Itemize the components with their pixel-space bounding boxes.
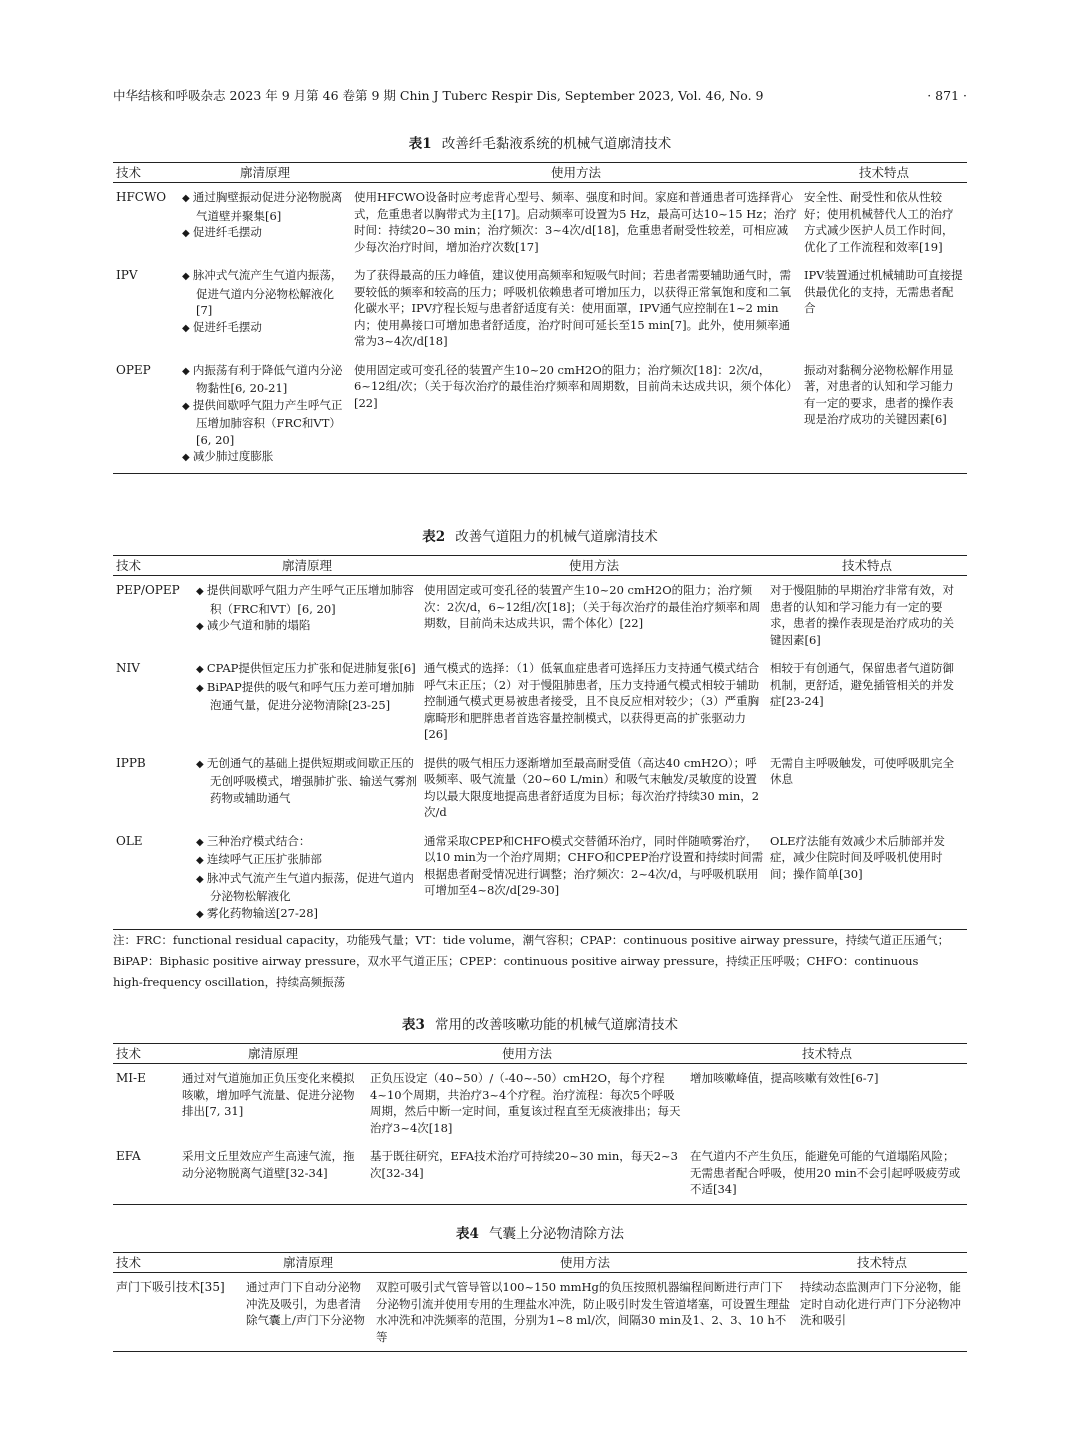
table3 [113, 1043, 967, 1205]
table3-number: 表3 [402, 1017, 425, 1033]
bullet-item: ◆ 脉冲式气流产生气道内振荡，促进气道内分泌物松解液化[7] [182, 267, 348, 319]
col-header: 技术 [113, 163, 179, 183]
bullet-item: ◆ 内振荡有利于降低气道内分泌物黏性[6, 20-21] [182, 362, 348, 397]
table2 [113, 555, 967, 930]
features-cell: 相较于有创通气，保留患者气道防御机制，更舒适，避免插管相关的并发症[23-24] [770, 661, 954, 708]
col-header: 廓清原理 [193, 556, 421, 576]
col-header: 技术特点 [801, 163, 967, 183]
table2-number: 表2 [422, 529, 446, 545]
table1-title: 改善纤毛黏液系统的机械气道廓清技术 [441, 136, 672, 152]
method-cell: 双腔可吸引式气管导管以100~150 mmHg的负压按照机器编程间断进行声门下分泌物引流并使用专用的生理盐水冲洗，防止吸引时发生管道堵塞，可设置生理盐水冲洗和冲洗频率的范围，分别为1~8 ml/次，间隔30 min及1、2、3、10 h不等 [376, 1280, 790, 1344]
table1-caption [113, 135, 967, 153]
table-row [113, 1142, 967, 1204]
col-header: 技术 [113, 556, 193, 576]
table3-caption [113, 1016, 967, 1034]
table1-header-row [113, 163, 967, 183]
page-number: · 871 · [927, 88, 967, 103]
features-cell: 持续动态监测声门下分泌物，能定时自动化进行声门下分泌物冲洗和吸引 [800, 1280, 961, 1327]
principle-cell [179, 356, 351, 474]
bullet-item: ◆ 通过胸壁振动促进分泌物脱离气道壁并聚集[6] [182, 189, 348, 224]
col-header: 廓清原理 [179, 1044, 367, 1064]
bullet-item: ◆ CPAP提供恒定压力扩张和促进肺复张[6] [196, 660, 418, 679]
principle-cell [193, 654, 421, 749]
table1-number: 表1 [408, 136, 432, 152]
bullet-item: ◆ 促进纤毛摆动 [182, 224, 348, 243]
method-cell: 正负压设定（40~50）/（-40~-50）cmH2O，每个疗程4~10个周期，共治疗3~4个疗程。治疗流程：每次5个呼吸周期，然后中断一定时间，重复该过程直至无痰液排出；每天治疗3~4次[18] [370, 1071, 681, 1135]
features-cell: 增加咳嗽峰值，提高咳嗽有效性[6-7] [690, 1071, 879, 1085]
features-cell: 对于慢阻肺的早期治疗非常有效，对患者的认知和学习能力有一定的要求，患者的操作表现是治疗成功的关键因素[6] [770, 583, 954, 647]
col-header: 使用方法 [373, 1253, 797, 1273]
method-cell: 使用固定或可变孔径的装置产生10~20 cmH2O的阻力；治疗频次[18]：2次/d，6~12组/次；（关于每次治疗的最佳治疗频率和周期数，目前尚未达成共识，须个体化）[22] [354, 362, 798, 410]
journal-citation: 中华结核和呼吸杂志 2023 年 9 月第 46 卷第 9 期 Chin J Tuberc Respir Dis, September 2023, Vol. 46, No. 9 [113, 88, 764, 103]
table2-footnote [113, 930, 967, 993]
features-cell: IPV装置通过机械辅助可直接提供最优化的支持，无需患者配合 [804, 268, 963, 315]
running-header [113, 88, 967, 108]
bullet-item: ◆ BiPAP提供的吸气和呼气压力差可增加肺泡通气量，促进分泌物清除[23-25] [196, 679, 418, 714]
col-header: 技术特点 [767, 556, 967, 576]
table2-title: 改善气道阻力的机械气道廓清技术 [455, 529, 658, 545]
col-header: 技术 [113, 1044, 179, 1064]
features-cell: 在气道内不产生负压，能避免可能的气道塌陷风险；无需患者配合呼吸，使用20 min不会引起呼吸疲劳或不适[34] [690, 1149, 961, 1196]
principle-cell [179, 261, 351, 356]
method-cell: 使用固定或可变孔径的装置产生10~20 cmH2O的阻力；治疗频次：2次/d，6~12组/次[18]；（关于每次治疗的最佳治疗频率和周期数，目前尚未达成共识，需个体化）[22] [424, 583, 761, 630]
col-header: 使用方法 [351, 163, 801, 183]
tech-cell: NIV [116, 661, 140, 675]
table-row [113, 827, 967, 930]
tech-cell: IPV [116, 268, 138, 282]
tech-cell: MI-E [116, 1071, 146, 1085]
table2-caption [113, 528, 967, 546]
principle-cell [193, 749, 421, 827]
table4 [113, 1252, 967, 1352]
features-cell: OLE疗法能有效减少术后肺部并发症，减少住院时间及呼吸机使用时间；操作简单[30] [770, 833, 945, 881]
table1 [113, 162, 967, 474]
bullet-item: ◆ 无创通气的基础上提供短期或间歇正压的无创呼吸模式，增强肺扩张、输送气雾剂药物或辅助通气 [196, 755, 418, 807]
col-header: 技术特点 [797, 1253, 967, 1273]
method-cell: 为了获得最高的压力峰值，建议使用高频率和短吸气时间；若患者需要辅助通气时，需要较低的频率和较高的压力；呼吸机依赖患者可增加压力，以获得正常氧饱和度和二氧化碳水平；IPV疗程长短与患者舒适度有关：使用面罩，IPV通气应控制在1~2 min内；使用鼻接口可增加患者舒适度，治疗时间可延长至15 min[7]。此外，使用频率通常为3~4次/d[18] [354, 268, 791, 348]
principle-cell: 通过声门下自动分泌物冲洗及吸引，为患者清除气囊上/声门下分泌物 [246, 1280, 365, 1327]
bullet-item: ◆ 减少肺过度膨胀 [182, 448, 348, 467]
table3-header-row [113, 1044, 967, 1064]
tech-cell: HFCWO [116, 190, 167, 204]
method-cell: 通气模式的选择：（1）低氧血症患者可选择压力支持通气模式结合呼气末正压；（2）对于慢阻肺患者，压力支持通气模式相较于辅助控制通气模式更易被患者接受，且不良反应相对较少；（3）严重胸廓畸形和肥胖患者首选容量控制模式，以获得更高的扩张驱动力[26] [424, 661, 760, 741]
bullet-item: ◆ 提供间歇呼气阻力产生呼气正压增加肺容积（FRC和VT）[6, 20] [196, 582, 418, 617]
tech-cell: OPEP [116, 362, 151, 377]
table-row [113, 749, 967, 827]
method-cell: 基于既往研究，EFA技术治疗可持续20~30 min，每天2~3次[32-34] [370, 1149, 678, 1180]
footnote-line: high-frequency oscillation，持续高频振荡 [113, 975, 346, 989]
bullet-item: ◆ 连续呼气正压扩张肺部 [196, 851, 418, 870]
table4-header-row [113, 1253, 967, 1273]
footnote-line: BiPAP：Biphasic positive airway pressure，双水平气道正压；CPEP：continuous positive airway pressure，持续正压呼吸；CHFO：continuous [113, 954, 919, 968]
col-header: 技术特点 [687, 1044, 967, 1064]
col-header: 使用方法 [421, 556, 767, 576]
tech-cell: PEP/OPEP [116, 583, 180, 597]
footnote-line: 注：FRC：functional residual capacity，功能残气量；VT：tide volume，潮气容积；CPAP：continuous positive airway pressure，持续气道正压通气； [113, 933, 950, 947]
table2-header-row [113, 556, 967, 576]
principle-cell [179, 183, 351, 262]
method-cell: 通常采取CPEP和CHFO模式交替循环治疗，同时伴随喷雾治疗，以10 min为一个治疗周期；CHFO和CPEP治疗设置和持续时间需根据患者耐受情况进行调整；治疗频次：2~4次/d，与呼吸机联用可增加至4~8次/d[29-30] [424, 833, 764, 897]
method-cell: 使用HFCWO设备时应考虑背心型号、频率、强度和时间。家庭和普通患者可选择背心式，危重患者以胸带式为主[17]。启动频率可设置为5 Hz，最高可达10~15 Hz；治疗时间：持续20~30 min；治疗频次：3~4次/d[18]，危重患者耐受性较差，可相应减少每次治疗时间，增加治疗次数[17] [354, 190, 797, 254]
table-row [113, 356, 967, 474]
tech-cell: 声门下吸引技术[35] [116, 1280, 225, 1294]
table-row [113, 1273, 967, 1352]
bullet-item: ◆ 促进纤毛摆动 [182, 319, 348, 338]
bullet-item: ◆ 提供间歇呼气阻力产生呼气正压增加肺容积（FRC和VT）[6, 20] [182, 397, 348, 449]
features-cell: 无需自主呼吸触发，可使呼吸肌完全休息 [770, 755, 954, 786]
table-row [113, 654, 967, 749]
principle-cell [193, 827, 421, 930]
principle-cell: 通过对气道施加正负压变化来模拟咳嗽，增加呼气流量、促进分泌物排出[7, 31] [182, 1071, 355, 1118]
table-row [113, 1064, 967, 1143]
col-header: 技术 [113, 1253, 243, 1273]
col-header: 廓清原理 [243, 1253, 373, 1273]
table3-title: 常用的改善咳嗽功能的机械气道廓清技术 [434, 1017, 678, 1033]
table4-number: 表4 [456, 1226, 479, 1242]
bullet-item: ◆ 三种治疗模式结合： [196, 833, 418, 852]
table-row [113, 183, 967, 262]
table4-title: 气囊上分泌物清除方法 [488, 1226, 624, 1242]
table4-caption [113, 1225, 967, 1243]
col-header: 使用方法 [367, 1044, 687, 1064]
tech-cell: OLE [116, 833, 143, 848]
bullet-item: ◆ 减少气道和肺的塌陷 [196, 617, 418, 636]
table-row [113, 261, 967, 356]
table-row [113, 576, 967, 655]
principle-cell [193, 576, 421, 655]
method-cell: 提供的吸气相压力逐渐增加至最高耐受值（高达40 cmH2O）；呼吸频率、吸气流量（20~60 L/min）和吸气末触发/灵敏度的设置均以最大限度地提高患者舒适度为目标；每次治疗持续30 min，2次/d [424, 755, 760, 819]
col-header: 廓清原理 [179, 163, 351, 183]
tech-cell: IPPB [116, 755, 146, 770]
features-cell: 振动对黏稠分泌物松解作用显著，对患者的认知和学习能力有一定的要求，患者的操作表现是治疗成功的关键因素[6] [804, 362, 954, 426]
bullet-item: ◆ 脉冲式气流产生气道内振荡，促进气道内分泌物松解液化 [196, 870, 418, 905]
principle-cell: 采用文丘里效应产生高速气流，拖动分泌物脱离气道壁[32-34] [182, 1149, 355, 1180]
features-cell: 安全性、耐受性和依从性较好；使用机械替代人工的治疗方式减少医护人员工作时间，优化了工作流程和效率[19] [804, 190, 954, 254]
bullet-item: ◆ 雾化药物输送[27-28] [196, 905, 418, 924]
tech-cell: EFA [116, 1149, 141, 1163]
